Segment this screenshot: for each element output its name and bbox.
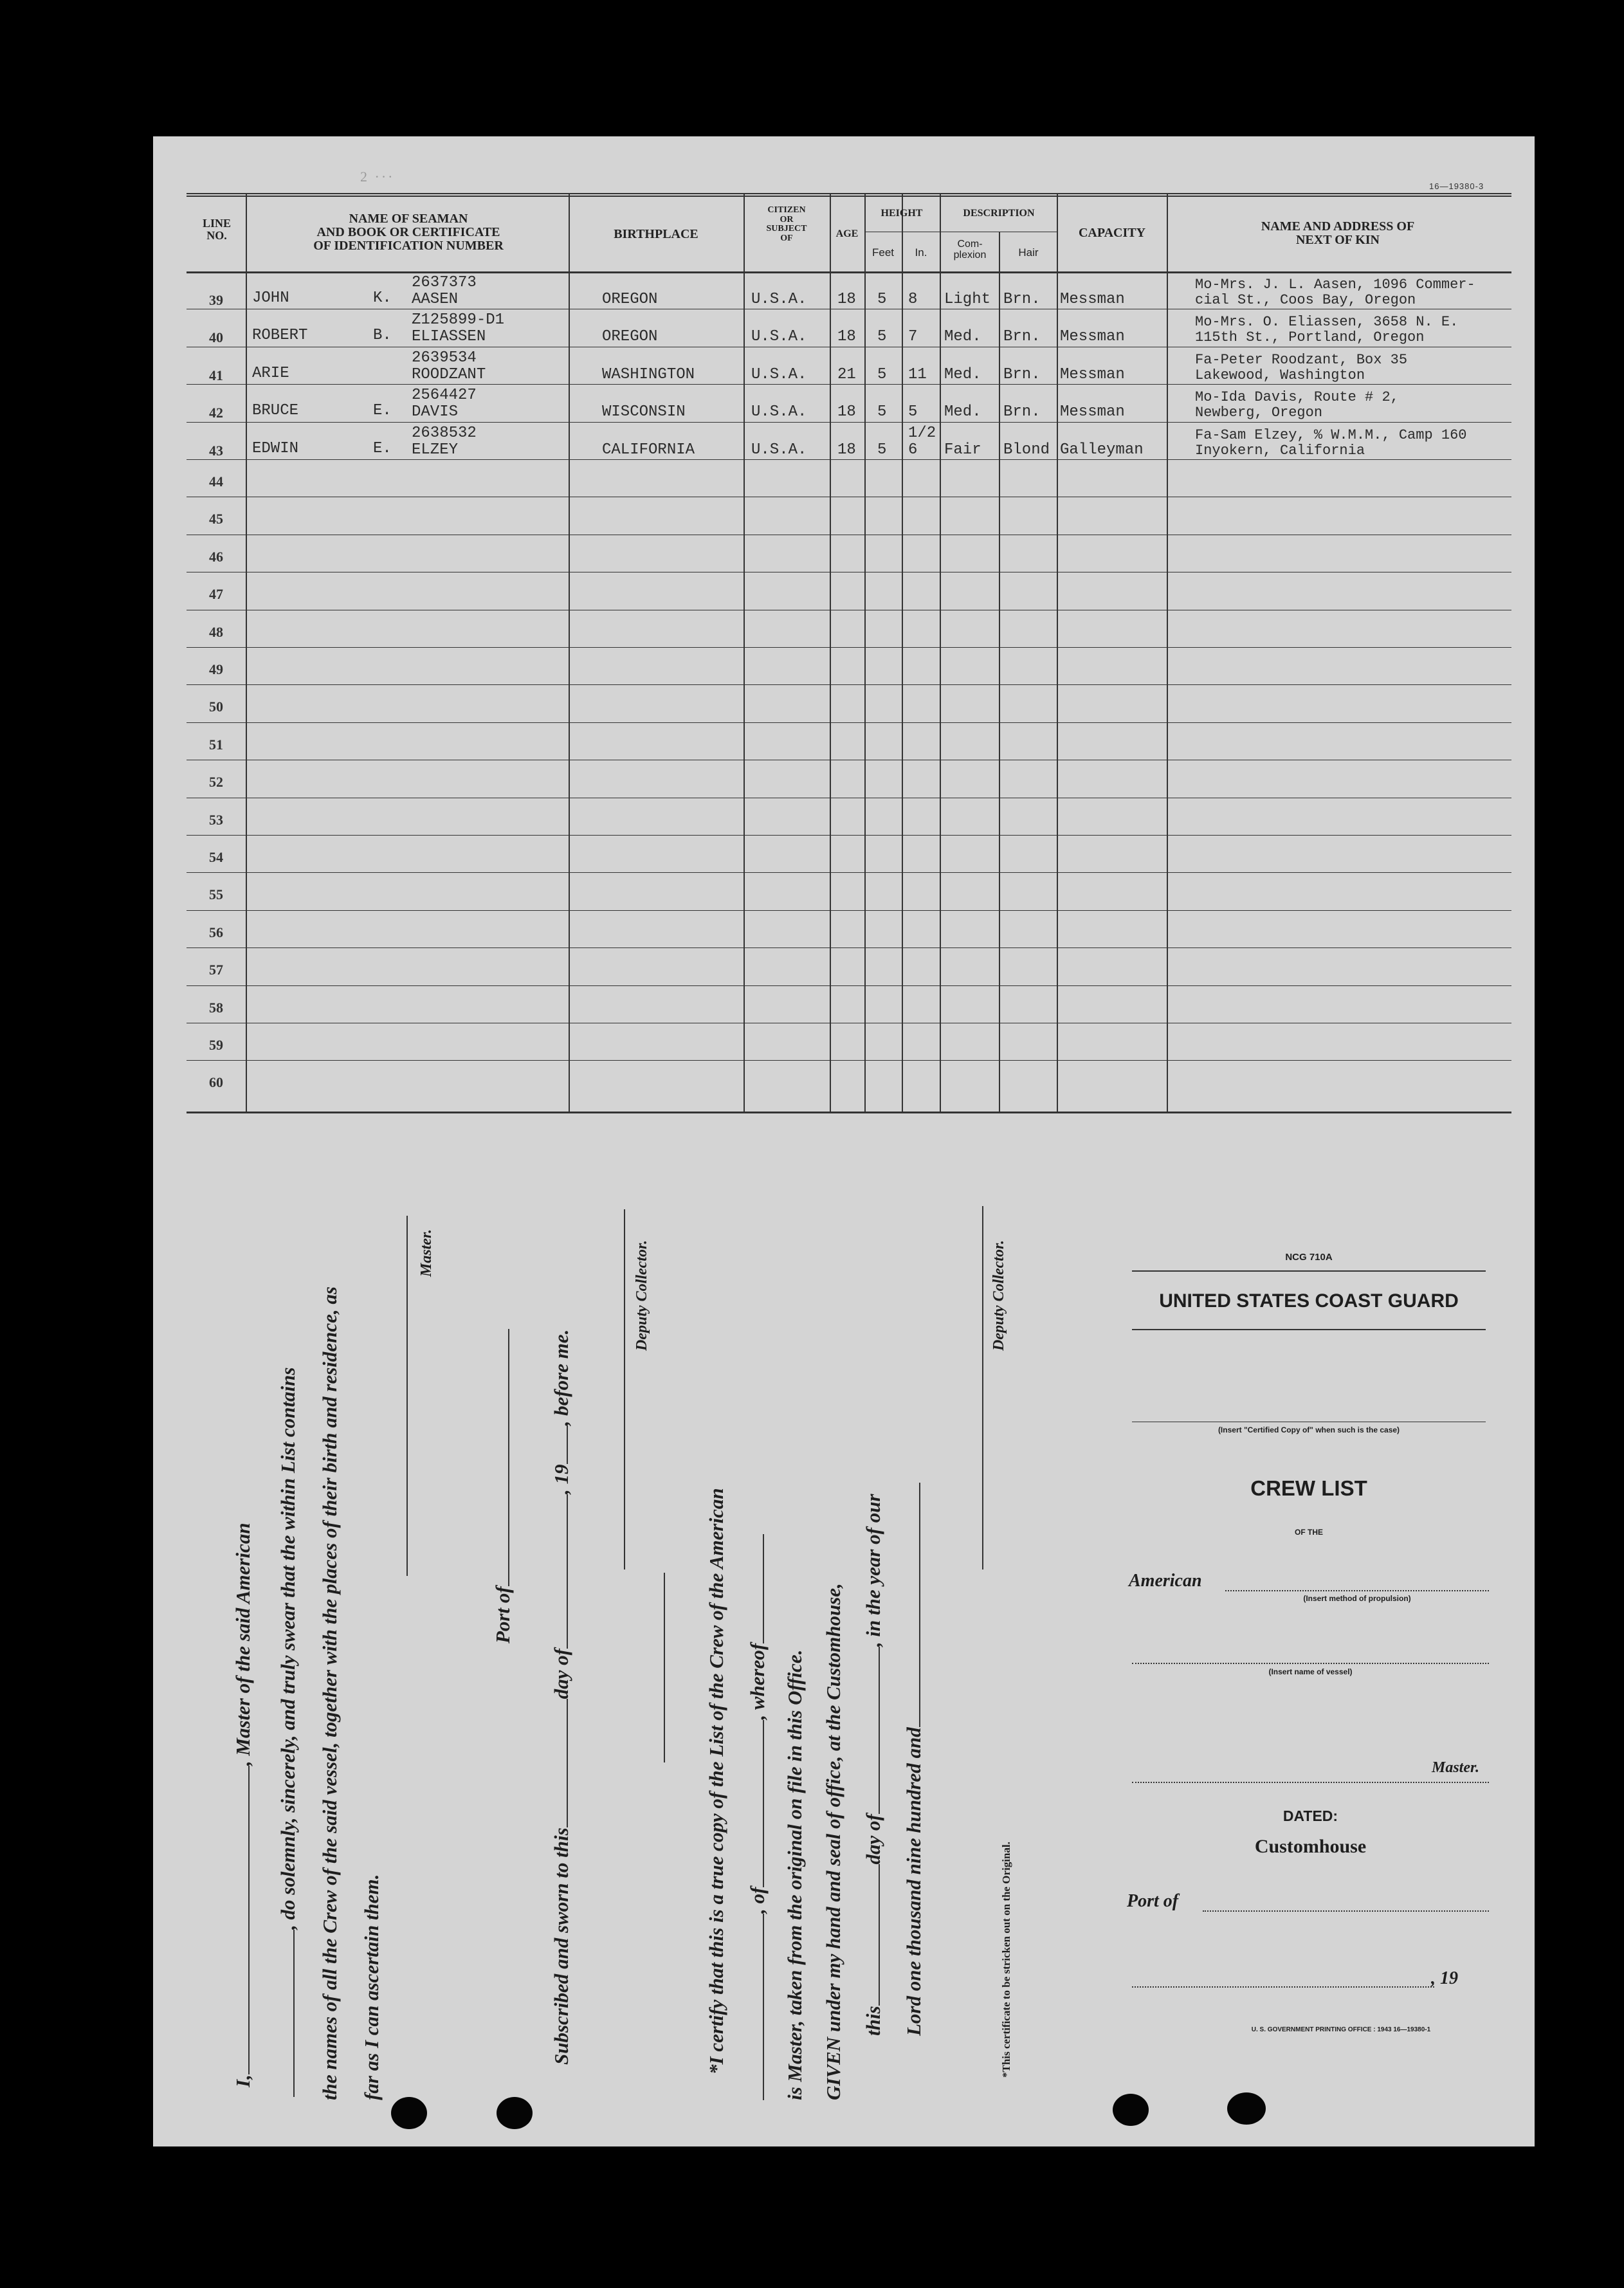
- line-number: 53: [209, 811, 223, 828]
- cert-line-3: is Master, taken from the original on file in this Office.: [783, 1649, 806, 2100]
- header-capacity: CAPACITY: [1078, 226, 1146, 240]
- age: 18: [837, 403, 856, 421]
- certificate-number: 2564427: [412, 387, 477, 405]
- header-complexion: Com- plexion: [953, 239, 987, 261]
- deputy-collector-2: Deputy Collector.: [990, 1240, 1007, 1351]
- line-number: 57: [209, 962, 223, 978]
- header-name: NAME OF SEAMAN AND BOOK OR CERTIFICATE OF IDENTIFICATION NUMBER: [313, 212, 504, 253]
- header-age: AGE: [835, 228, 859, 239]
- birthplace: WISCONSIN: [602, 403, 686, 421]
- height-inches: 6: [908, 441, 918, 459]
- height-feet: 5: [877, 403, 887, 421]
- cert-line-1: *I certify that this is a true copy of the List of the Crew of the American: [705, 1488, 727, 2074]
- height-inches: 11: [908, 365, 927, 383]
- header-inches: In.: [915, 246, 927, 259]
- next-of-kin-line-2: Newberg, Oregon: [1195, 405, 1323, 421]
- line-number: 39: [209, 292, 223, 308]
- citizenship: U.S.A.: [751, 328, 807, 346]
- seaman-first-name: ARIE: [252, 364, 289, 382]
- certificate-number: 2637373: [412, 274, 477, 291]
- height-feet: 5: [877, 291, 887, 308]
- certificate-number: 2639534: [412, 349, 477, 367]
- seaman-first-name: EDWIN: [252, 439, 299, 457]
- height-feet: 5: [877, 441, 887, 459]
- certificate-number: Z125899-D1: [412, 311, 505, 329]
- header-feet: Feet: [871, 246, 895, 259]
- line-number: 54: [209, 849, 223, 865]
- of-the: OF THE: [1295, 1528, 1323, 1537]
- height-inches: 5: [908, 403, 918, 421]
- line-number: 44: [209, 473, 223, 490]
- complexion: Light: [944, 291, 991, 308]
- height-inches: 8: [908, 291, 918, 308]
- height-feet: 5: [877, 365, 887, 383]
- capacity: Messman: [1060, 328, 1125, 346]
- cover-year: , 19: [1431, 1968, 1458, 1988]
- row-divider: [187, 947, 1511, 948]
- row-divider: [187, 684, 1511, 685]
- row-divider: [187, 872, 1511, 873]
- seaman-first-name: ROBERT: [252, 327, 308, 345]
- punch-hole: [391, 2097, 427, 2129]
- line-number: 56: [209, 924, 223, 940]
- next-of-kin-line-1: Fa-Sam Elzey, % W.M.M., Camp 160: [1195, 426, 1467, 443]
- complexion: Fair: [944, 441, 981, 459]
- birthplace: OREGON: [602, 328, 658, 346]
- next-of-kin-line-2: Lakewood, Washington: [1195, 367, 1365, 383]
- seaman-initial: K.: [373, 289, 392, 307]
- line-number: 60: [209, 1074, 223, 1091]
- birthplace: WASHINGTON: [602, 365, 695, 383]
- line-number: 41: [209, 367, 223, 383]
- birthplace: OREGON: [602, 291, 658, 308]
- seaman-first-name: JOHN: [252, 289, 289, 307]
- footnote: *This certificate to be stricken out on the Original.: [1000, 1842, 1012, 2078]
- row-divider: [187, 459, 1511, 460]
- row-divider: [187, 1060, 1511, 1061]
- oath-line-1: I,, Master of the said American: [232, 1523, 254, 2087]
- next-of-kin-line-1: Fa-Peter Roodzant, Box 35: [1195, 351, 1408, 368]
- dated-label: DATED:: [1282, 1808, 1338, 1824]
- row-divider: [187, 722, 1511, 723]
- oath-line-2: , do solemnly, sincerely, and truly swear that the within List contains: [277, 1368, 300, 2097]
- oath-line-4: far as I can ascertain them.: [360, 1874, 383, 2100]
- customhouse-label: Customhouse: [1254, 1836, 1367, 1857]
- punch-hole: [1113, 2094, 1149, 2126]
- row-divider: [187, 384, 1511, 385]
- complexion: Med.: [944, 328, 981, 346]
- crew-table: [187, 193, 1511, 1113]
- next-of-kin-line-2: cial St., Coos Bay, Oregon: [1195, 292, 1416, 308]
- line-number: 47: [209, 586, 223, 603]
- line-number: 58: [209, 999, 223, 1016]
- line-number: 42: [209, 405, 223, 421]
- hair-color: Brn.: [1003, 403, 1041, 421]
- hair-color: Brn.: [1003, 328, 1041, 346]
- next-of-kin-line-1: Mo-Ida Davis, Route # 2,: [1195, 389, 1399, 406]
- complexion: Med.: [944, 403, 981, 421]
- header-hair: Hair: [1018, 246, 1039, 259]
- header-citizen: CITIZEN OR SUBJECT OF: [766, 205, 807, 244]
- seaman-initial: E.: [373, 439, 392, 457]
- line-number: 59: [209, 1037, 223, 1053]
- seaman-first-name: BRUCE: [252, 402, 299, 420]
- deputy-collector-1: Deputy Collector.: [634, 1240, 650, 1351]
- row-divider: [187, 647, 1511, 648]
- cover-master-label: Master.: [1431, 1759, 1479, 1776]
- height-feet: 5: [877, 328, 887, 346]
- next-of-kin-line-1: Mo-Mrs. O. Eliassen, 3658 N. E.: [1195, 314, 1459, 331]
- hair-color: Brn.: [1003, 365, 1041, 383]
- propulsion-note: (Insert method of propulsion): [1303, 1594, 1411, 1603]
- header-description: DESCRIPTION: [963, 208, 1035, 219]
- line-number: 50: [209, 699, 223, 715]
- cert-line-4: GIVEN under my hand and seal of office, at the Customhouse,: [822, 1583, 844, 2100]
- seaman-surname: AASEN: [412, 291, 459, 308]
- citizenship: U.S.A.: [751, 291, 807, 308]
- citizenship: U.S.A.: [751, 441, 807, 459]
- vessel-name-note: (Insert name of vessel): [1268, 1667, 1353, 1676]
- age: 18: [837, 328, 856, 346]
- complexion: Med.: [944, 365, 981, 383]
- seaman-surname: DAVIS: [412, 403, 459, 421]
- row-divider: [187, 835, 1511, 836]
- oath-port-of: Port of: [491, 1329, 515, 1643]
- citizenship: U.S.A.: [751, 403, 807, 421]
- capacity: Messman: [1060, 291, 1125, 308]
- height-inches: 7: [908, 328, 918, 346]
- row-divider: [187, 985, 1511, 986]
- line-number: 51: [209, 736, 223, 753]
- line-number: 48: [209, 623, 223, 640]
- row-divider: [187, 910, 1511, 911]
- oath-master-label: Master.: [418, 1229, 435, 1277]
- header-next-of-kin: NAME AND ADDRESS OF NEXT OF KIN: [1261, 219, 1415, 247]
- line-number: 40: [209, 329, 223, 346]
- header-height: HEIGHT: [880, 208, 923, 219]
- line-number: 45: [209, 511, 223, 527]
- cert-line-2: , of, whereof: [746, 1534, 769, 2100]
- line-number: 46: [209, 548, 223, 565]
- seaman-surname: ELIASSEN: [412, 328, 486, 346]
- line-number: 52: [209, 774, 223, 791]
- printer-imprint: U. S. GOVERNMENT PRINTING OFFICE : 1943 16—19380-1: [1251, 2026, 1431, 2033]
- height-inches-fraction: 1/2: [908, 424, 936, 442]
- punch-hole: [497, 2097, 533, 2129]
- american-label: American: [1129, 1571, 1202, 1591]
- row-divider: [187, 422, 1511, 423]
- cert-line-5: thisday of, in the year of our: [862, 1494, 884, 2036]
- seaman-surname: ELZEY: [412, 441, 459, 459]
- seaman-surname: ROODZANT: [412, 365, 486, 383]
- form-code: 16—19380-3: [1429, 181, 1484, 191]
- certificate-number: 2638532: [412, 424, 477, 442]
- line-number: 43: [209, 442, 223, 459]
- cert-line-6: Lord one thousand nine hundred and: [902, 1483, 926, 2036]
- hair-color: Brn.: [1003, 291, 1041, 308]
- line-number: 49: [209, 661, 223, 677]
- oath-line-3: the names of all the Crew of the said vessel, together with the places of their birth and residence, as: [318, 1286, 341, 2100]
- agency-title: UNITED STATES COAST GUARD: [1159, 1290, 1459, 1312]
- capacity: Galleyman: [1060, 441, 1144, 459]
- seaman-initial: B.: [373, 327, 392, 345]
- next-of-kin-line-1: Mo-Mrs. J. L. Aasen, 1096 Commer-: [1195, 277, 1475, 293]
- capacity: Messman: [1060, 403, 1125, 421]
- birthplace: CALIFORNIA: [602, 441, 695, 459]
- certified-copy-note: (Insert "Certified Copy of" when such is the case): [1218, 1425, 1400, 1434]
- crew-list-title: CREW LIST: [1250, 1476, 1367, 1500]
- header-line-no: LINE NO.: [202, 217, 231, 242]
- oath-subscribed: Subscribed and sworn to thisday of, 19, before me.: [550, 1329, 572, 2065]
- line-number: 55: [209, 886, 223, 903]
- citizenship: U.S.A.: [751, 365, 807, 383]
- capacity: Messman: [1060, 365, 1125, 383]
- punch-hole: [1227, 2092, 1266, 2125]
- hair-color: Blond: [1003, 441, 1050, 459]
- faded-stamp: 2 ···: [360, 169, 395, 185]
- age: 18: [837, 291, 856, 308]
- cover-port-of: Port of: [1127, 1891, 1179, 1911]
- age: 18: [837, 441, 856, 459]
- header-birthplace: BIRTHPLACE: [614, 227, 698, 241]
- seaman-initial: E.: [373, 402, 392, 420]
- next-of-kin-line-2: Inyokern, California: [1195, 442, 1365, 459]
- next-of-kin-line-2: 115th St., Portland, Oregon: [1195, 329, 1425, 346]
- age: 21: [837, 365, 856, 383]
- form-number: NCG 710A: [1285, 1252, 1333, 1263]
